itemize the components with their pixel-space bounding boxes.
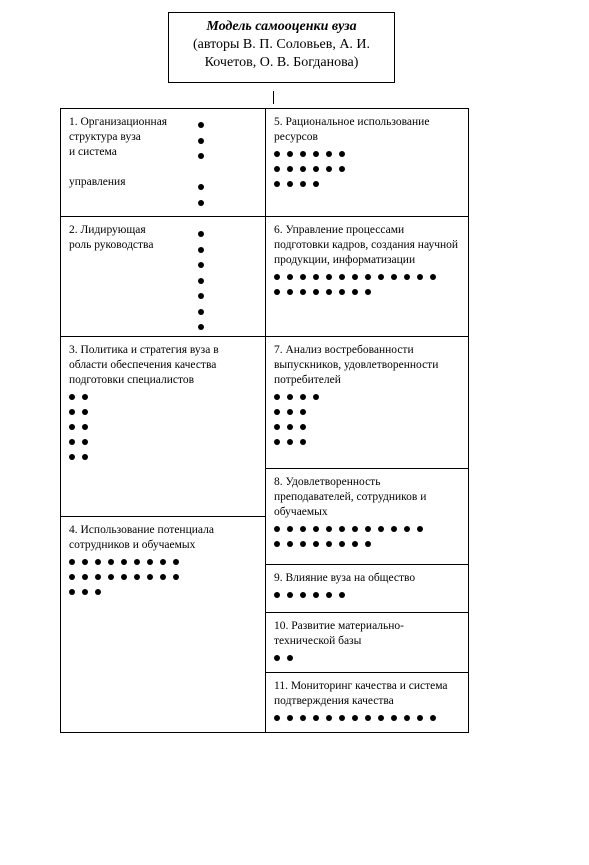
- criterion-label: 8. Удовлетворенность преподавателей, сотрудников и обучаемых: [274, 476, 427, 518]
- rating-dot: [313, 541, 319, 547]
- rating-dot: [134, 574, 140, 580]
- dot-row: [69, 390, 257, 405]
- rating-dot: [274, 409, 280, 415]
- rating-dot: [69, 394, 75, 400]
- rating-dot: [313, 715, 319, 721]
- rating-dot: [326, 592, 332, 598]
- criterion-dots: [274, 147, 460, 192]
- rating-dot: [198, 231, 204, 237]
- rating-dot: [108, 559, 114, 565]
- rating-dot: [287, 655, 293, 661]
- dot-row: [274, 390, 460, 405]
- rating-dot: [326, 274, 332, 280]
- dot-row: [274, 651, 460, 666]
- rating-dot: [82, 559, 88, 565]
- rating-dot: [287, 592, 293, 598]
- rating-dot: [108, 574, 114, 580]
- rating-dot: [121, 559, 127, 565]
- criterion-7: [265, 336, 469, 469]
- rating-dot: [134, 559, 140, 565]
- rating-dot: [365, 526, 371, 532]
- rating-dot: [69, 589, 75, 595]
- rating-dot: [147, 574, 153, 580]
- rating-dot: [274, 181, 280, 187]
- rating-dot: [147, 559, 153, 565]
- rating-dot: [287, 541, 293, 547]
- rating-dot: [198, 309, 204, 315]
- rating-dot: [198, 153, 204, 159]
- rating-dot: [313, 289, 319, 295]
- dot-row: [274, 177, 460, 192]
- dot-row: [198, 149, 211, 165]
- rating-dot: [300, 166, 306, 172]
- rating-dot: [313, 592, 319, 598]
- criterion-9: [265, 564, 469, 613]
- rating-dot: [417, 715, 423, 721]
- rating-dot: [198, 122, 204, 128]
- criterion-dots: [198, 118, 211, 211]
- title-authors-line2: Кочетов, О. В. Богданова): [204, 55, 359, 70]
- rating-dot: [173, 559, 179, 565]
- dot-row: [198, 305, 211, 321]
- dot-row: [198, 134, 211, 150]
- dot-row: [69, 555, 257, 570]
- rating-dot: [326, 166, 332, 172]
- dot-row: [274, 522, 460, 537]
- rating-dot: [339, 592, 345, 598]
- rating-dot: [173, 574, 179, 580]
- rating-dot: [378, 274, 384, 280]
- criterion-dots: [274, 588, 460, 603]
- rating-dot: [352, 289, 358, 295]
- title-box: [168, 12, 395, 83]
- rating-dot: [300, 424, 306, 430]
- criterion-2: [60, 216, 266, 337]
- rating-dot: [274, 655, 280, 661]
- rating-dot: [198, 293, 204, 299]
- criterion-6: [265, 216, 469, 337]
- dot-row: [198, 243, 211, 259]
- rating-dot: [274, 289, 280, 295]
- rating-dot: [82, 409, 88, 415]
- criterion-dots: [69, 390, 257, 465]
- rating-dot: [404, 526, 410, 532]
- criterion-1: [60, 108, 266, 217]
- rating-dot: [287, 166, 293, 172]
- rating-dot: [300, 409, 306, 415]
- rating-dot: [430, 274, 436, 280]
- rating-dot: [274, 166, 280, 172]
- rating-dot: [339, 166, 345, 172]
- rating-dot: [365, 541, 371, 547]
- criterion-label: 5. Рациональное использование ресурсов: [274, 116, 430, 143]
- rating-dot: [274, 541, 280, 547]
- rating-dot: [287, 274, 293, 280]
- rating-dot: [326, 526, 332, 532]
- rating-dot: [326, 541, 332, 547]
- dot-row: [198, 196, 211, 212]
- rating-dot: [287, 409, 293, 415]
- dot-row: [69, 420, 257, 435]
- rating-dot: [313, 526, 319, 532]
- criterion-dots: [274, 390, 460, 450]
- rating-dot: [198, 184, 204, 190]
- rating-dot: [378, 715, 384, 721]
- rating-dot: [339, 715, 345, 721]
- dot-row: [274, 420, 460, 435]
- dot-row: [198, 274, 211, 290]
- dot-row: [69, 585, 257, 600]
- rating-dot: [274, 424, 280, 430]
- rating-dot: [287, 526, 293, 532]
- rating-dot: [82, 439, 88, 445]
- rating-dot: [198, 138, 204, 144]
- rating-dot: [160, 574, 166, 580]
- dot-row: [274, 285, 460, 300]
- rating-dot: [274, 274, 280, 280]
- rating-dot: [391, 715, 397, 721]
- rating-dot: [300, 439, 306, 445]
- rating-dot: [313, 181, 319, 187]
- criterion-label: 2. Лидирующая роль руководства: [69, 224, 154, 251]
- rating-dot: [160, 559, 166, 565]
- criterion-label: 3. Политика и стратегия вуза в области обеспечения качества подготовки специалистов: [69, 344, 219, 386]
- rating-dot: [274, 151, 280, 157]
- rating-dot: [300, 289, 306, 295]
- rating-dot: [82, 394, 88, 400]
- criterion-8: [265, 468, 469, 565]
- rating-dot: [274, 394, 280, 400]
- rating-dot: [339, 541, 345, 547]
- rating-dot: [69, 409, 75, 415]
- rating-dot: [417, 526, 423, 532]
- dot-row: [274, 588, 460, 603]
- rating-dot: [352, 715, 358, 721]
- rating-dot: [300, 394, 306, 400]
- rating-dot: [287, 715, 293, 721]
- rating-dot: [95, 574, 101, 580]
- rating-dot: [69, 424, 75, 430]
- dot-row: [69, 570, 257, 585]
- rating-dot: [69, 454, 75, 460]
- rating-dot: [326, 289, 332, 295]
- rating-dot: [391, 526, 397, 532]
- rating-dot: [339, 289, 345, 295]
- rating-dot: [300, 274, 306, 280]
- criterion-dots: [274, 651, 460, 666]
- criterion-5: [265, 108, 469, 217]
- rating-dot: [352, 541, 358, 547]
- rating-dot: [95, 589, 101, 595]
- rating-dot: [365, 274, 371, 280]
- rating-dot: [404, 715, 410, 721]
- dot-row: [198, 320, 211, 336]
- rating-dot: [287, 151, 293, 157]
- rating-dot: [378, 526, 384, 532]
- dot-row: [69, 450, 257, 465]
- rating-dot: [82, 424, 88, 430]
- criterion-10: [265, 612, 469, 673]
- criterion-label: 6. Управление процессами подготовки кадров, создания научной продукции, информатизации: [274, 224, 459, 266]
- rating-dot: [326, 151, 332, 157]
- rating-dot: [198, 278, 204, 284]
- rating-dot: [287, 424, 293, 430]
- rating-dot: [326, 715, 332, 721]
- rating-dot: [365, 715, 371, 721]
- criterion-label: 7. Анализ востребованности выпускников, удовлетворенности потребителей: [274, 344, 439, 386]
- criterion-label: 11. Мониторинг качества и система подтверждения качества: [274, 680, 448, 707]
- criterion-4: [60, 516, 266, 733]
- rating-dot: [300, 541, 306, 547]
- dot-row: [69, 435, 257, 450]
- rating-dot: [300, 715, 306, 721]
- dot-row: [198, 180, 211, 196]
- rating-dot: [339, 274, 345, 280]
- rating-dot: [365, 289, 371, 295]
- rating-dot: [313, 394, 319, 400]
- rating-dot: [69, 574, 75, 580]
- criterion-dots: [274, 270, 460, 300]
- criterion-label: 1. Организационная структура вуза и система управления: [69, 116, 168, 188]
- dot-row: [274, 270, 460, 285]
- rating-dot: [274, 592, 280, 598]
- title-main: Модель самооценки вуза: [206, 19, 357, 34]
- rating-dot: [274, 439, 280, 445]
- dot-row: [69, 405, 257, 420]
- dot-row: [274, 405, 460, 420]
- rating-dot: [300, 181, 306, 187]
- rating-dot: [198, 200, 204, 206]
- rating-dot: [313, 166, 319, 172]
- rating-dot: [287, 439, 293, 445]
- criterion-label: 10. Развитие материально-технической базы: [274, 620, 404, 647]
- rating-dot: [287, 181, 293, 187]
- rating-dot: [352, 526, 358, 532]
- rating-dot: [69, 439, 75, 445]
- criterion-3: [60, 336, 266, 517]
- rating-dot: [287, 394, 293, 400]
- rating-dot: [430, 715, 436, 721]
- rating-dot: [69, 559, 75, 565]
- criterion-11: [265, 672, 469, 733]
- connector-line: [273, 91, 274, 104]
- rating-dot: [82, 574, 88, 580]
- rating-dot: [313, 151, 319, 157]
- rating-dot: [417, 274, 423, 280]
- dot-row: [274, 147, 460, 162]
- rating-dot: [95, 559, 101, 565]
- dot-row: [274, 435, 460, 450]
- dot-row: [274, 162, 460, 177]
- dot-row: [274, 537, 460, 552]
- criterion-label: 9. Влияние вуза на общество: [274, 572, 416, 584]
- rating-dot: [198, 247, 204, 253]
- criterion-dots: [198, 227, 211, 336]
- criterion-dots: [274, 522, 460, 552]
- criterion-label: 4. Использование потенциала сотрудников и обучаемых: [69, 524, 214, 551]
- dot-row: [198, 165, 211, 181]
- title-authors-line1: (авторы В. П. Соловьев, А. И.: [192, 37, 371, 52]
- rating-dot: [274, 526, 280, 532]
- rating-dot: [198, 262, 204, 268]
- rating-dot: [313, 274, 319, 280]
- dot-row: [274, 711, 460, 726]
- rating-dot: [339, 526, 345, 532]
- rating-dot: [121, 574, 127, 580]
- rating-dot: [82, 454, 88, 460]
- criterion-dots: [69, 555, 257, 600]
- rating-dot: [352, 274, 358, 280]
- rating-dot: [300, 151, 306, 157]
- rating-dot: [287, 289, 293, 295]
- dot-row: [198, 118, 211, 134]
- dot-row: [198, 227, 211, 243]
- rating-dot: [391, 274, 397, 280]
- rating-dot: [339, 151, 345, 157]
- dot-row: [198, 258, 211, 274]
- rating-dot: [198, 324, 204, 330]
- rating-dot: [404, 274, 410, 280]
- dot-row: [198, 289, 211, 305]
- rating-dot: [300, 592, 306, 598]
- rating-dot: [300, 526, 306, 532]
- rating-dot: [274, 715, 280, 721]
- rating-dot: [82, 589, 88, 595]
- criterion-dots: [274, 711, 460, 726]
